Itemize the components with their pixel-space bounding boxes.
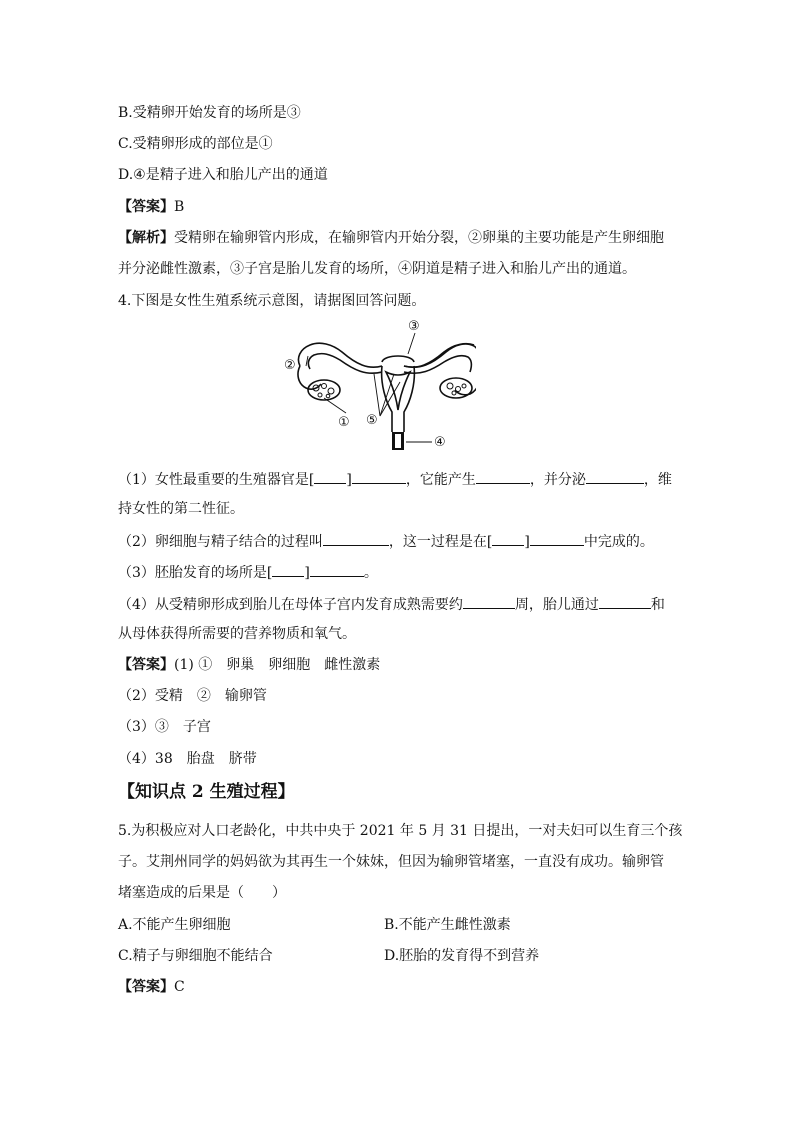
option-b: B.受精卵开始发育的场所是③: [118, 105, 301, 121]
diagram-label-4: ④: [434, 435, 446, 450]
q4-part-3: [118, 562, 378, 582]
q4-p2-text-c: ]: [524, 534, 530, 550]
option-c: C.受精卵形成的部位是①: [118, 136, 273, 152]
blank[interactable]: [476, 469, 530, 484]
analysis-line-2: 并分泌雌性激素，③子宫是胎儿发育的场所，④阴道是精子进入和胎儿产出的通道。: [118, 261, 636, 277]
question-5-line-1: 5.为积极应对人口老龄化，中共中央于 2021 年 5 月 31 日提出，一对夫妇可以生育三个孩: [118, 823, 683, 839]
answer-label: 【答案】: [118, 199, 174, 215]
answer-label: 【答案】: [118, 979, 174, 995]
q4-p3-text-a: （3）胚胎发育的场所是[: [118, 565, 273, 581]
q4-p3-text-b: ]: [304, 565, 310, 581]
diagram-label-1: ①: [338, 415, 350, 430]
blank[interactable]: [586, 469, 644, 484]
blank[interactable]: [530, 531, 584, 546]
q4-p4-text-c: 和: [650, 597, 665, 613]
answer-4-line-2: （2）受精 ② 输卵管: [118, 688, 267, 704]
q4-part-2: [118, 531, 654, 551]
blank[interactable]: [599, 594, 651, 609]
blank[interactable]: [314, 469, 346, 484]
section-heading: 【知识点 2 生殖过程】: [118, 782, 295, 802]
blank[interactable]: [463, 594, 515, 609]
q4-p4-text-a: （4）从受精卵形成到胎儿在母体子宫内发育成熟需要约: [118, 597, 463, 613]
blank[interactable]: [352, 469, 406, 484]
q4-p1-text-e: ，维: [643, 472, 672, 488]
answer-5: [118, 978, 185, 996]
q5-option-c: C.精子与卵细胞不能结合: [118, 948, 273, 964]
question-4-title: 4.下图是女性生殖系统示意图，请据图回答问题。: [118, 293, 426, 309]
q4-p1-text-d: ，并分泌: [529, 472, 586, 488]
q4-p4-text-b: 周，胎儿通过: [514, 597, 599, 613]
answer-label: 【答案】: [118, 657, 174, 673]
answer-4-line-3: （3）③ 子宫: [118, 719, 211, 735]
question-5-line-3: 堵塞造成的后果是（ ）: [118, 885, 286, 901]
diagram-label-5: ⑤: [366, 413, 378, 428]
analysis-line-1: [118, 229, 664, 247]
analysis-text-1: 受精卵在输卵管内形成，在输卵管内开始分裂，②卵巢的主要功能是产生卵细胞: [174, 230, 664, 246]
q4-p2-text-b: ，这一过程是在[: [388, 534, 493, 550]
diagram-label-2: ②: [284, 358, 296, 373]
q4-part-4-line-2: 从母体获得所需要的营养物质和氧气。: [118, 626, 356, 642]
q5-option-a: A.不能产生卵细胞: [118, 917, 231, 933]
q4-p2-text-d: 中完成的。: [583, 534, 654, 550]
q4-p2-text-a: （2）卵细胞与精子结合的过程叫: [118, 534, 323, 550]
q4-p1-text-c: ，它能产生: [405, 472, 476, 488]
q4-p1-text-a: （1）女性最重要的生殖器官是[: [118, 472, 315, 488]
analysis-label: 【解析】: [118, 230, 174, 246]
q4-part-1-line-2: 持女性的第二性征。: [118, 501, 244, 517]
answer-4-line-4: （4）38 胎盘 脐带: [118, 751, 257, 767]
answer-value: B: [174, 199, 185, 215]
q4-part-4-line-1: [118, 594, 665, 614]
female-reproductive-diagram: [276, 314, 476, 456]
q4-part-1-line-1: [118, 469, 672, 489]
answer-value: C: [174, 979, 185, 995]
blank[interactable]: [492, 531, 524, 546]
answer-4-text-1: (1) ① 卵巢 卵细胞 雌性激素: [174, 657, 381, 673]
blank[interactable]: [310, 562, 364, 577]
answer-4-line-1: [118, 656, 380, 674]
q5-option-d: D.胚胎的发育得不到营养: [384, 948, 540, 964]
option-d: D.④是精子进入和胎儿产出的通道: [118, 167, 328, 183]
q4-p1-text-b: ]: [346, 472, 352, 488]
question-5-line-2: 子。艾荆州同学的妈妈欲为其再生一个妹妹，但因为输卵管堵塞，一直没有成功。输卵管: [118, 854, 664, 870]
blank[interactable]: [272, 562, 304, 577]
answer-1: [118, 198, 184, 216]
blank[interactable]: [323, 531, 389, 546]
q5-option-b: B.不能产生雌性激素: [384, 917, 511, 933]
diagram-label-3: ③: [408, 319, 420, 334]
q4-p3-text-c: 。: [363, 565, 378, 581]
